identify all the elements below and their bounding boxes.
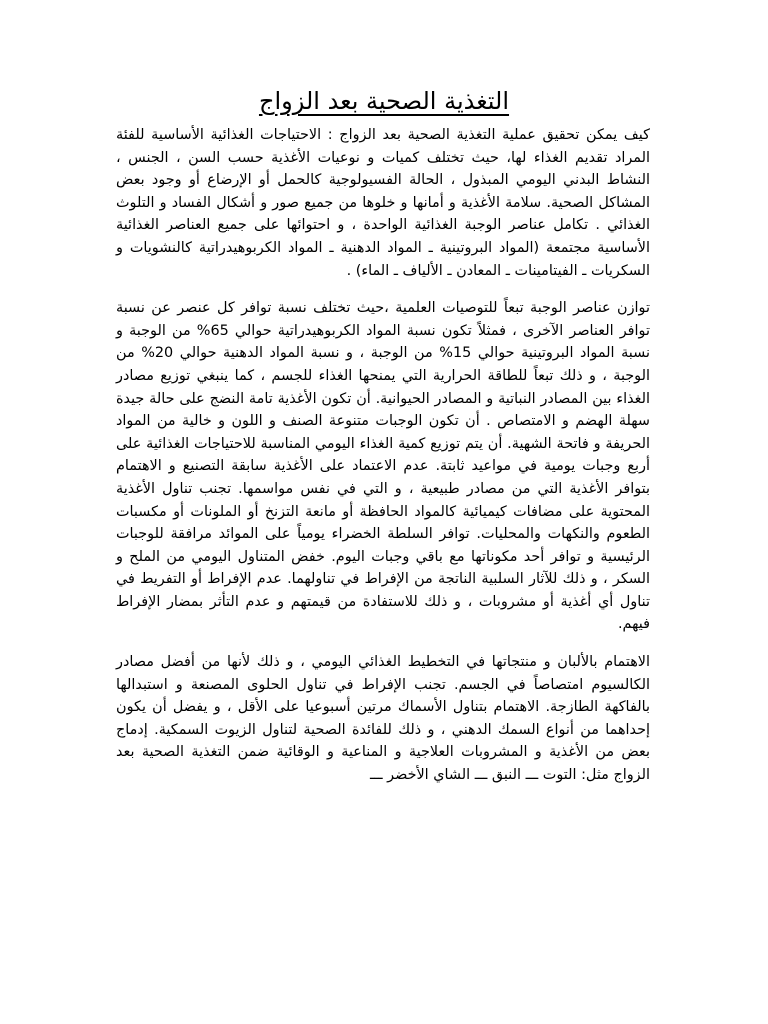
paragraph-requirements: كيف يمكن تحقيق عملية التغذية الصحية بعد الزواج : الاحتياجات الغذائية الأساسية للفئة المراد تقديم الغذاء لها، حيث تختلف كميات و نوعيات الأغذية حسب السن ، الجنس ، النشاط البدني اليومي المبذول ، الحالة الفسيولوجية كالحمل أو الإرضاع أو وجود بعض المشاكل الصحية. سلامة الأغذية و أمانها و خلوها من جميع صور و أشكال الفساد و التلوث الغذائي . تكامل عناصر الوجبة الغذائية الواحدة ، و احتوائها على جميع العناصر الغذائية الأساسية مجتمعة (المواد البروتينية ـ المواد الدهنية ـ المواد الكربوهيدراتية كالنشويات و السكريات ـ الفيتامينات ـ المعادن ـ الألياف ـ الماء) . bbox=[116, 127, 650, 279]
document-body bbox=[116, 124, 650, 802]
document-title: التغذية الصحية بعد الزواج bbox=[258, 87, 510, 115]
paragraph-dairy-fish: الاهتمام بالألبان و منتجاتها في التخطيط الغذائي اليومي ، و ذلك لأنها من أفضل مصادر الكالسيوم امتصاصاً في الجسم. تجنب الإفراط في تناول الحلوى المصنعة و استبدالها بالفاكهة الطازجة. الاهتمام بتناول الأسماك مرتين أسبوعيا على الأقل ، و يفضل أن يكون إحداهما من أنواع السمك الدهني ، و ذلك للفائدة الصحية لتناول الزيوت السمكية. إدماج بعض من الأغذية و المشروبات العلاجية و المناعية و الوقائية ضمن التغذية الصحية بعد الزواج مثل: التوت ـــ النبق ـــ الشاي الأخضر ـــ bbox=[116, 654, 650, 784]
paragraph-balance: توازن عناصر الوجبة تبعاً للتوصيات العلمية ،حيث تختلف نسبة توافر كل عنصر عن نسبة توافر العناصر الآخرى ، فمثلاً تكون نسبة المواد الكربوهيدراتية حوالي 65% من الوجبة و نسبة المواد البروتينية حوالي 15% من الوجبة ، و نسبة المواد الدهنية حوالي 20% من الوجبة ، و ذلك تبعاً للطاقة الحرارية التي يمنحها الغذاء للجسم ، كما ينبغي توزيع مصادر الغذاء بين المصادر النباتية و المصادر الحيوانية. أن تكون الأغذية تامة النضج على حالة جيدة سهلة الهضم و الامتصاص . أن تكون الوجبات متنوعة الصنف و اللون و خالية من المواد الحريفة و فاتحة الشهية. أن يتم توزيع كمية الغذاء اليومي المناسبة للاحتياجات الغذائية على أربع وجبات يومية في مواعيد ثابتة. عدم الاعتماد على الأغذية سابقة التصنيع و الاهتمام بتوافر الأغذية التي من مصادر طبيعية ، و التي في نفس مواسمها. تجنب تناول الأغذية المحتوية على مضافات كيميائية كالمواد الحافظة أو مانعة التزنخ أو الملونات أو مكسبات الطعوم والنكهات والمحليات. توافر السلطة الخضراء يومياً على الموائد مرافقة للوجبات الرئيسية و توافر أحد مكوناتها مع باقي وجبات اليوم. خفض المتناول اليومي من الملح و السكر ، و ذلك للآثار السلبية الناتجة من الإفراط في تناولهما. عدم الإفراط أو التفريط في تناول أي أغذية أو مشروبات ، و ذلك للاستفادة من قيمتهم و عدم التأثر بمضار الإفراط فيهم. bbox=[116, 300, 650, 633]
